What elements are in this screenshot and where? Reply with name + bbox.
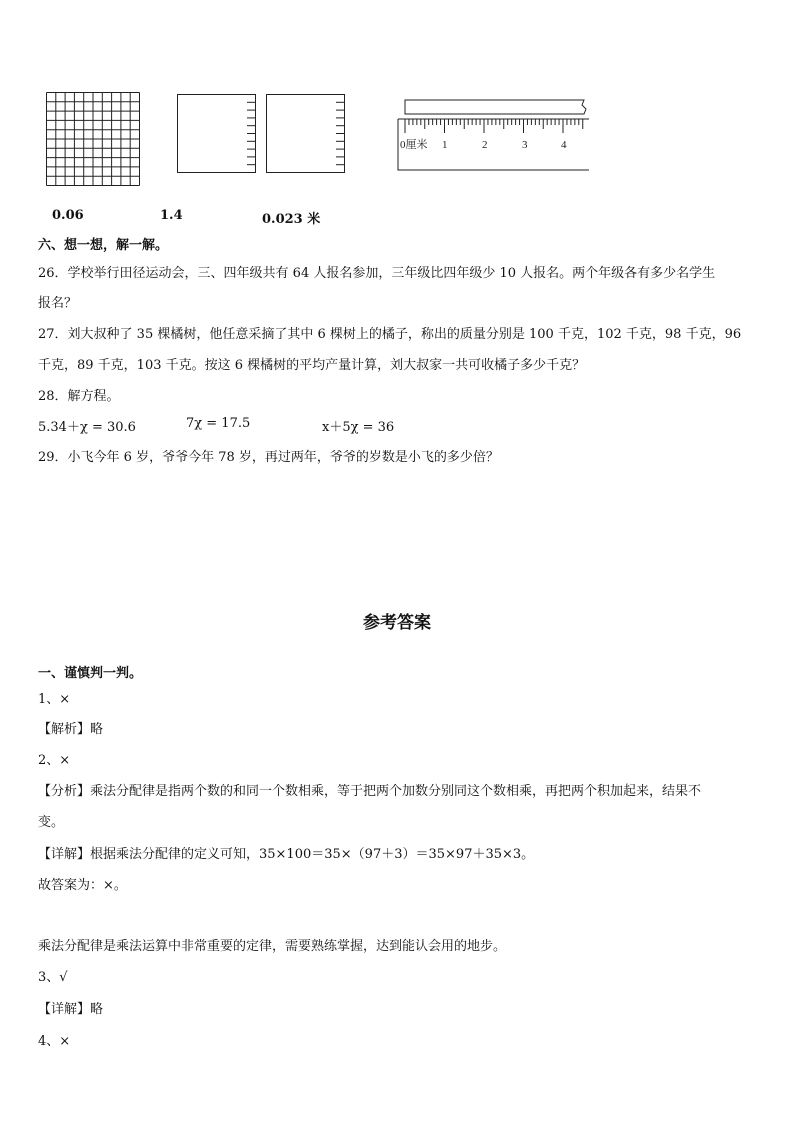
question-27-line2: 千克，89 千克，103 千克。按这 6 棵橘树的平均产量计算，刘大叔家一共可收橘子多少千克？	[38, 358, 586, 373]
section6-heading: 六、想一想，解一解。	[38, 238, 169, 253]
answer-2: 2、×	[38, 753, 71, 768]
answer-1-analysis: 【解析】略	[38, 722, 104, 737]
ruler-zero-label: 0厘米	[400, 139, 428, 151]
answer-2-analysis-line2: 变。	[38, 815, 65, 830]
answer-3-detail: 【详解】略	[38, 1002, 104, 1017]
square1-label: 1.4	[160, 208, 183, 223]
ruler-figure	[396, 96, 596, 176]
equation-1: 5.34＋χ = 30.6	[38, 420, 136, 435]
square-figure-1	[177, 94, 257, 174]
answers-section1-heading: 一、谨慎判一判。	[38, 666, 143, 681]
equation-3: x＋5χ = 36	[322, 420, 395, 435]
square-figure-2	[266, 94, 346, 174]
answers-title: 参考答案	[363, 613, 431, 633]
answer-2-analysis-line1: 【分析】乘法分配律是指两个数的和同一个数相乘，等于把两个加数分别同这个数相乘，再把两个积加起来，结果不	[38, 784, 702, 799]
question-26-line1: 26．学校举行田径运动会，三、四年级共有 64 人报名参加，三年级比四年级少 10 人报名。两个年级各有多少名学生	[38, 266, 716, 281]
question-26-line2: 报名？	[38, 296, 78, 311]
grid-label: 0.06	[52, 208, 84, 223]
answer-1: 1、×	[38, 692, 71, 707]
ruler-tick-label-1: 1	[442, 139, 448, 151]
question-29: 29．小飞今年 6 岁，爷爷今年 78 岁，再过两年，爷爷的岁数是小飞的多少倍？	[38, 450, 499, 465]
answer-3: 3、√	[38, 970, 68, 985]
ruler-tick-label-2: 2	[482, 139, 488, 151]
question-27-line1: 27．刘大叔种了 35 棵橘树，他任意采摘了其中 6 棵树上的橘子，称出的质量分别是 100 千克，102 千克，98 千克，96	[38, 327, 742, 342]
answer-2-detail: 【详解】根据乘法分配律的定义可知，35×100＝35×（97＋3）＝35×97＋35×3。	[38, 847, 535, 862]
equation-2: 7χ = 17.5	[186, 416, 251, 431]
ruler-tick-label-3: 3	[522, 139, 528, 151]
grid-figure	[46, 92, 140, 186]
ruler-tick-label-4: 4	[561, 139, 567, 151]
question-28: 28．解方程。	[38, 389, 120, 404]
answer-4: 4、×	[38, 1034, 71, 1049]
answer-2-note: 乘法分配律是乘法运算中非常重要的定律，需要熟练掌握，达到能认会用的地步。	[38, 939, 507, 954]
square2-label: 0.023 米	[262, 212, 321, 227]
answer-2-conclusion: 故答案为：×。	[38, 878, 127, 893]
